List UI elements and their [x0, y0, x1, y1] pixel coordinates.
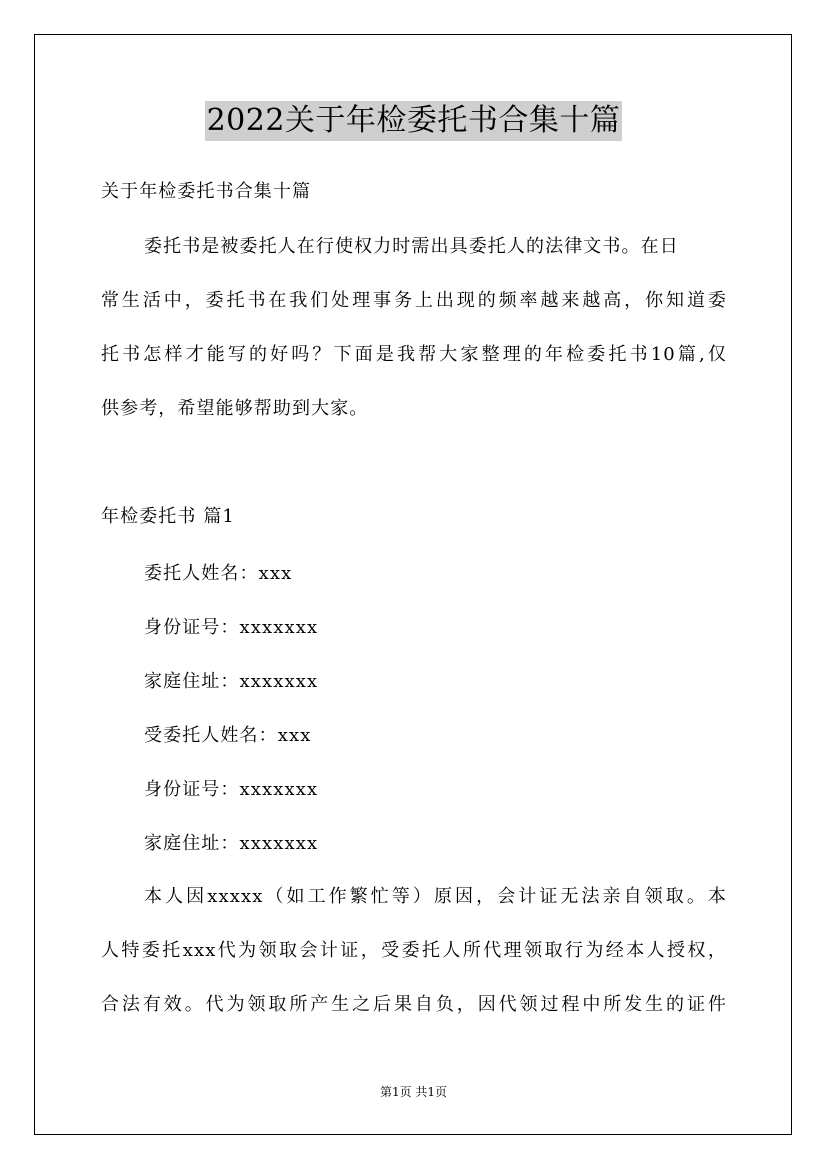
intro-line-2: 常生活中，委托书在我们处理事务上出现的频率越来越高，你知道委	[101, 290, 727, 311]
field-principal-name: 委托人姓名：xxx	[144, 563, 293, 584]
document-subtitle: 关于年检委托书合集十篇	[101, 181, 312, 202]
body-line-3: 合法有效。代为领取所产生之后果自负，因代领过程中所发生的证件	[101, 994, 727, 1015]
page-footer: 第1页 共1页	[379, 1085, 448, 1099]
field-principal-id: 身份证号：xxxxxxx	[144, 617, 319, 638]
field-agent-id: 身份证号：xxxxxxx	[144, 779, 319, 800]
field-agent-address: 家庭住址：xxxxxxx	[144, 833, 319, 854]
field-agent-name: 受委托人姓名：xxx	[144, 725, 312, 746]
body-line-1: 本人因xxxxx（如工作繁忙等）原因，会计证无法亲自领取。本	[144, 886, 727, 907]
intro-line-4: 供参考，希望能够帮助到大家。	[101, 398, 369, 419]
body-line-2: 人特委托xxx代为领取会计证，受委托人所代理领取行为经本人授权，	[101, 940, 727, 961]
field-principal-address: 家庭住址：xxxxxxx	[144, 671, 319, 692]
section-heading: 年检委托书 篇1	[101, 506, 235, 527]
intro-line-3: 托书怎样才能写的好吗？下面是我帮大家整理的年检委托书10篇,仅	[101, 344, 727, 365]
title-block	[0, 101, 827, 141]
intro-line-1: 委托书是被委托人在行使权力时需出具委托人的法律文书。在日	[144, 236, 679, 257]
document-title: 2022关于年检委托书合集十篇	[205, 101, 623, 141]
